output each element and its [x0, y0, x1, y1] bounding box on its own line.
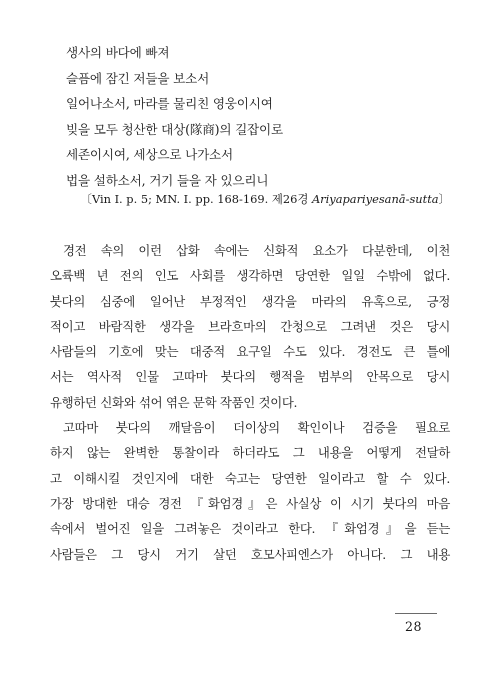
paragraph-2 — [50, 415, 450, 567]
text-line: 서는 역사적 인물 고따마 붓다의 행적을 범부의 안목으로 당시 — [50, 369, 450, 385]
citation-sutta-title: Ariyapariyesanā-sutta — [311, 192, 439, 206]
text-line: 사람들의 기호에 맞는 대중적 요구일 수도 있다. 경전도 큰 틀에 — [50, 344, 450, 360]
verse-line: 빚을 모두 청산한 대상(隊商)의 길잡이로 — [66, 121, 283, 137]
verse-line: 일어나소서, 마라를 물리친 영웅이시여 — [66, 96, 273, 112]
body-text — [50, 238, 450, 567]
text-line: 사람들은 그 당시 거기 살던 호모사피엔스가 아니다. 그 내용 — [50, 546, 450, 562]
source-citation — [81, 191, 450, 207]
paragraph-1 — [50, 238, 450, 415]
citation-suffix: 〕 — [438, 192, 450, 206]
text-line: 고 이해시킬 것인지에 대한 숙고는 당연한 일이라고 할 수 있다. — [50, 470, 450, 486]
text-line: 하지 않는 완벽한 통찰이라 하더라도 그 내용을 어떻게 전달하 — [50, 445, 450, 461]
citation-prefix: 〔Vin I. p. 5; MN. I. pp. 168-169. 제26경 — [80, 192, 312, 206]
text-line: 가장 방대한 대승 경전 『화엄경』은 사실상 이 시기 붓다의 마음 — [50, 495, 450, 511]
text-line: 오륙백 년 전의 인도 사회를 생각하면 당연한 일일 수밖에 없다. — [50, 268, 450, 284]
verse-line: 생사의 바다에 빠져 — [66, 45, 170, 60]
verse-line: 세존이시여, 세상으로 나가소서 — [66, 147, 233, 163]
text-line: 적이고 바람직한 생각을 브라흐마의 간청으로 그려낸 것은 당시 — [50, 318, 450, 334]
footer-divider — [395, 613, 437, 614]
text-line: 유행하던 신화와 섞어 엮은 문학 작품인 것이다. — [50, 394, 298, 410]
verse-line: 슬픔에 잠긴 저들을 보소서 — [66, 70, 210, 86]
text-line: 붓다의 심중에 일어난 부정적인 생각을 마라의 유혹으로, 긍정 — [50, 293, 450, 309]
text-line: 경전 속의 이런 삽화 속에는 신화적 요소가 다분한데, 이천 — [63, 243, 450, 258]
verse-quote — [66, 40, 283, 194]
verse-line: 법을 설하소서, 거기 들을 자 있으리니 — [66, 172, 269, 188]
page-number: 28 — [405, 619, 423, 634]
text-line: 고따마 붓다의 깨달음이 더이상의 확인이나 검증을 필요로 — [63, 420, 450, 436]
text-line: 속에서 벌어진 일을 그려놓은 것이라고 한다. 『화엄경』을 듣는 — [50, 521, 450, 537]
